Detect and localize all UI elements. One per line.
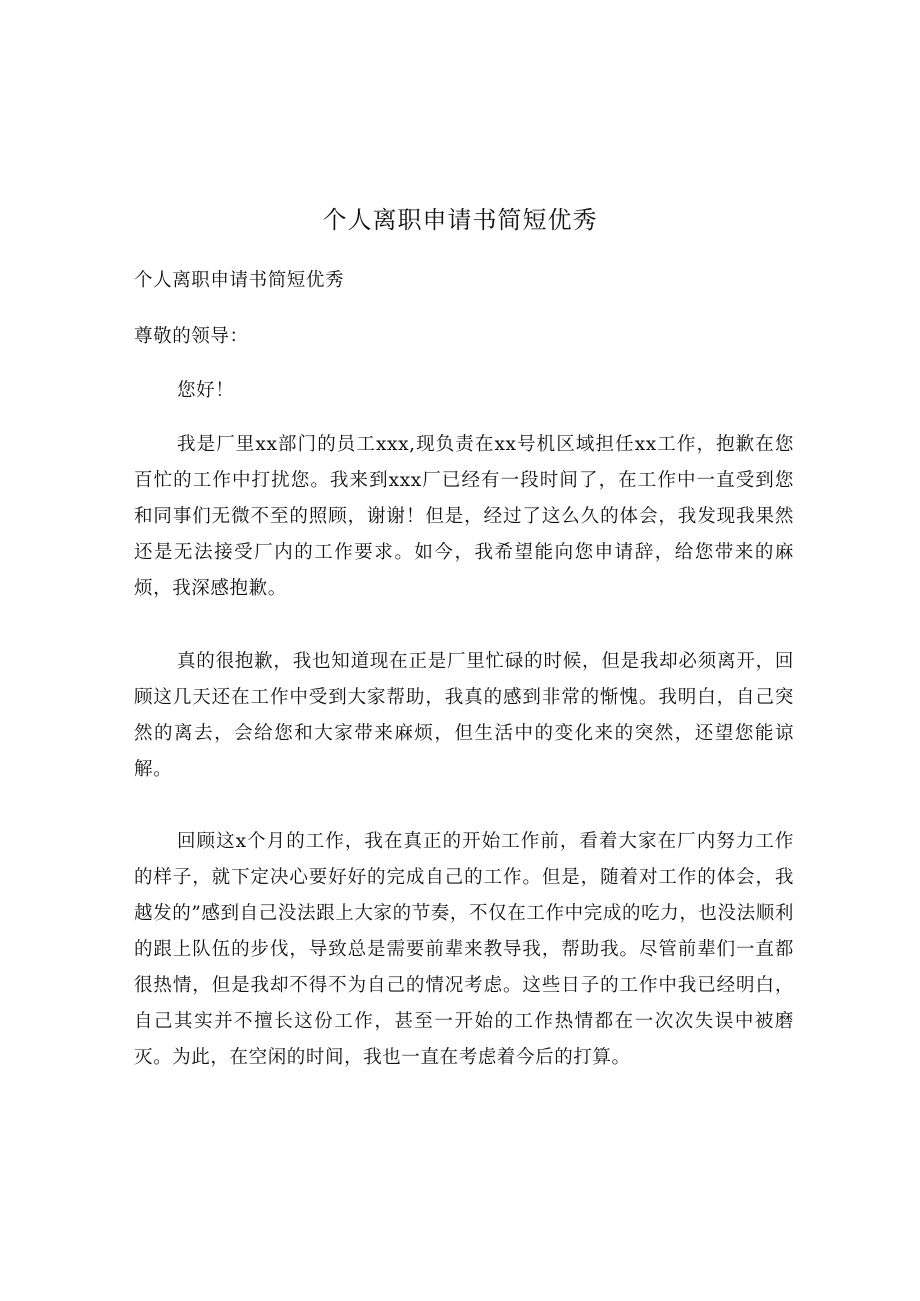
- body-paragraph-2: 真的很抱歉，我也知道现在正是厂里忙碌的时候，但是我却必须离开，回顾这几天还在工作中受到大家帮助，我真的感到非常的惭愧。我明白，自己突然的离去，会给您和大家带来麻烦，但生活中的变化来的突然，还望您能谅解。: [134, 651, 794, 780]
- salutation: 尊敬的领导：: [134, 326, 249, 347]
- body-paragraph-3: 回顾这x个月的工作，我在真正的开始工作前，看着大家在厂内努力工作的样子，就下定决心要好好的完成自己的工作。但是，随着对工作的体会，我越发的”感到自己没法跟上大家的节奏，不仅在工作中完成的吃力，也没法顺利的跟上队伍的步伐，导致总是需要前辈来教导我，帮助我。尽管前辈们一直都很热情，但是我却不得不为自己的情况考虑。这些日子的工作中我已经明白，自己其实并不擅长这份工作，甚至一开始的工作热情都在一次次失误中被磨灭。为此，在空闲的时间，我也一直在考虑着今后的打算。: [134, 831, 794, 1068]
- body-paragraph-1: 我是厂里xx部门的员工xxx,现负责在xx号机区域担任xx工作，抱歉在您百忙的工作中打扰您。我来到xxx厂已经有一段时间了，在工作中一直受到您和同事们无微不至的照顾，谢谢！但是，经过了这么久的体会，我发现我果然还是无法接受厂内的工作要求。如今，我希望能向您申请辞，给您带来的麻烦，我深感抱歉。: [134, 434, 794, 599]
- document-title: 个人离职申请书简短优秀: [322, 206, 598, 234]
- document-subtitle: 个人离职申请书简短优秀: [134, 270, 345, 291]
- greeting: 您好！: [177, 380, 235, 401]
